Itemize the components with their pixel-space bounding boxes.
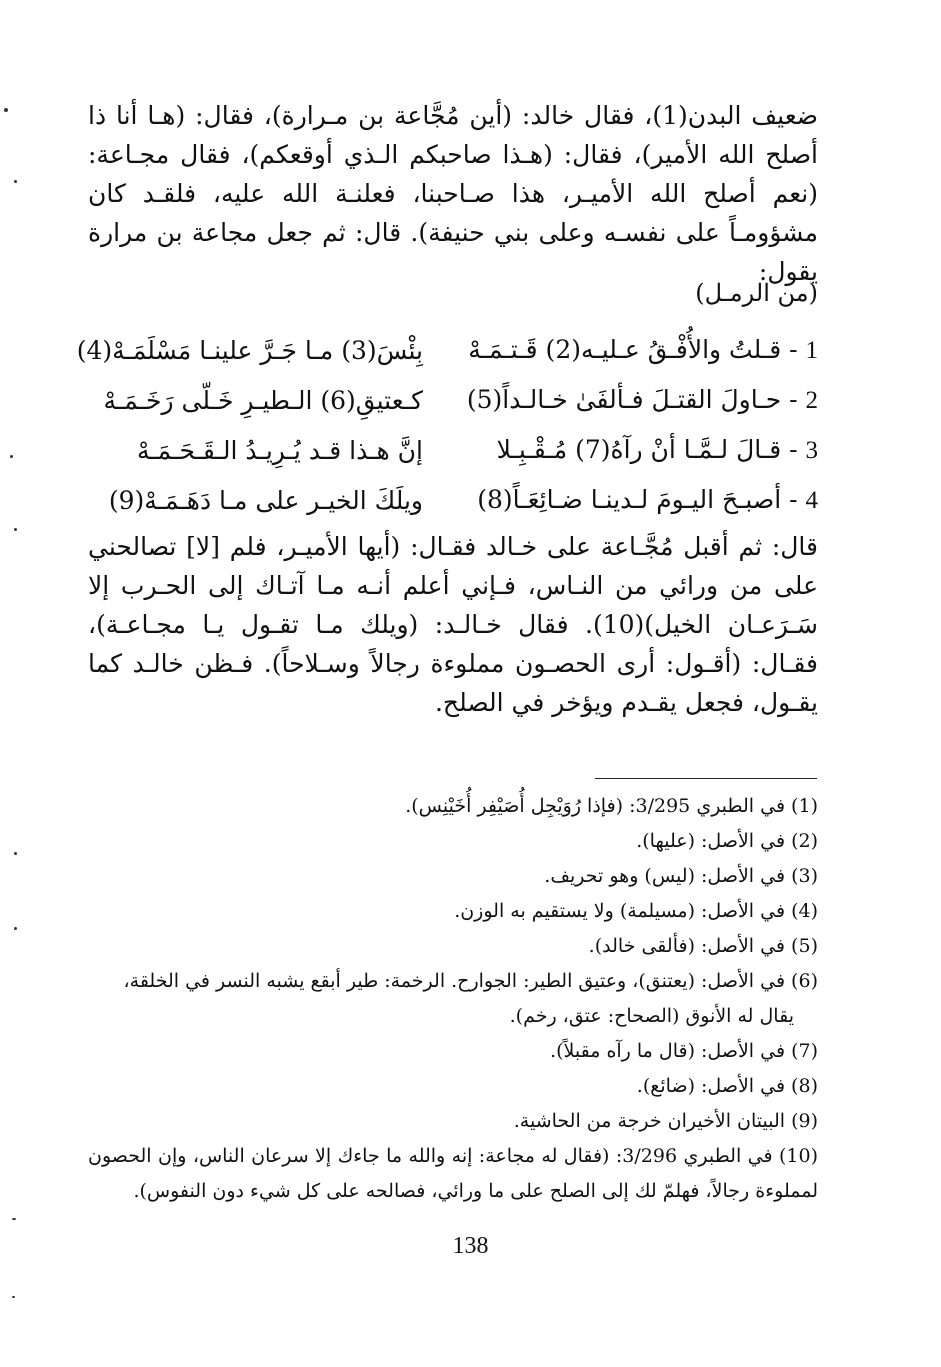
footnote-2: (2) في الأصل: (عليها). — [636, 830, 818, 852]
paragraph-2-text: قال: ثم أقبل مُجَّـاعة على خـالد فقـال: (أيها الأميـر، فلم [لا] تصالحني على من ورائي من النـاس، فـإني أعلم أنـه مـا آتـاك إلى الحـرب إلا سَـرَعـان الخيل)(10). فقال خـالـد: (ويلك مـا تقـول يـا مجـاعـة)، فقـال: (أقـول: أرى الحصـون مملوءة رجالاً وسـلاحاً). فـظن خالـد كما يقـول، فجعل يقـدم ويؤخر في الصلح. — [88, 532, 818, 717]
scan-speck — [14, 528, 17, 531]
verse-2: 2 - حـاولَ القتـلَ فـألفَىٰ خـالـداً(5) كـعتيقِ(6) الـطيـرِ خَـلّى رَخَـمَـهْ — [88, 375, 818, 425]
scan-speck — [14, 927, 17, 930]
scan-speck — [14, 852, 17, 855]
verse-first-hemistich: أصبـحَ اليـومَ لـدينـا ضـائِعَـاً(8) — [477, 485, 782, 514]
scan-speck — [14, 180, 17, 183]
footnote-1: (1) في الطبري 3/295: (فإذا رُوَيْجِل أُصَيْفِر أُخَيْنِس). — [405, 795, 818, 817]
footnotes — [88, 789, 818, 1209]
verse-3: 3 - قـالَ لـمَّـا أنْ رآهُ(7) مُـقْـبِـلا إنَّ هـذا قـد يُـرِيـدُ الـقَـحَـمَـهْ — [88, 425, 818, 475]
verse-number: 4 — [805, 487, 818, 514]
footnote-3: (3) في الأصل: (ليس) وهو تحريف. — [544, 865, 818, 887]
verse-first-hemistich: قـلتُ والأُفْـقُ عـليـه(2) قَـتـمَـهْ — [468, 335, 782, 364]
verse-second-hemistich: بِئْسَ(3) مـا جَـرَّ علينـا مَسْلَمَـهْ(4) — [76, 335, 423, 365]
footnote-4: (4) في الأصل: (مسيلمة) ولا يستقيم به الوزن. — [454, 900, 818, 922]
footnote-7: (7) في الأصل: (قال ما رآه مقبلاً). — [550, 1040, 818, 1062]
verse-number: 1 — [805, 337, 818, 364]
verse-number: 3 — [805, 437, 818, 464]
footnote-10: (10) في الطبري 3/296: (فقال له مجاعة: إنه والله ما جاءك إلا سرعان الناس، وإن الحصون لمملوءة رجالاً، فهلمّ لك إلى الصلح على ما ورائي، فصالحه على كل شيء دون النفوس). — [88, 1145, 818, 1202]
poem — [76, 325, 818, 525]
verse-second-hemistich: ويلَكَ الخيـر على مـا دَهَـمَـهْ(9) — [108, 485, 423, 515]
scan-speck — [12, 1296, 15, 1298]
page-number: 138 — [452, 1233, 489, 1259]
scan-speck — [10, 455, 13, 458]
verse-second-hemistich: إنَّ هـذا قـد يُـرِيـدُ الـقَـحَـمَـهْ — [136, 435, 423, 465]
footnote-8: (8) في الأصل: (ضائع). — [636, 1075, 818, 1097]
paragraph-2 — [88, 527, 818, 722]
footnote-6-continuation: يقال له الأنوق (الصحاح: عتق، رخم). — [509, 1005, 794, 1027]
paragraph-1 — [88, 96, 818, 291]
verse-first-hemistich: حـاولَ القتـلَ فـألفَىٰ خـالـداً(5) — [466, 385, 782, 414]
scan-speck — [12, 1218, 16, 1220]
footnote-9: (9) البيتان الأخيران خرجة من الحاشية. — [513, 1110, 818, 1132]
footnote-5: (5) في الأصل: (فألقى خالد). — [588, 935, 818, 957]
footnote-6: (6) في الأصل: (يعتنق)، وعتيق الطير: الجوارح. الرخمة: طير أبقع يشبه النسر في الخلقة، — [123, 970, 818, 992]
verse-second-hemistich: كـعتيقِ(6) الـطيـرِ خَـلّى رَخَـمَـهْ — [103, 385, 423, 415]
poem-meter-label: (من الرمـل) — [695, 279, 818, 307]
paragraph-1-text: ضعيف البدن(1)، فقال خالد: (أين مُجَّاعة بن مـرارة)، فقال: (هـا أنا ذا أصلح الله الأمير)، فقال: (هـذا صاحبكم الـذي أوقعكم)، فقال مجـاعة: (نعم أصلح الله الأميـر، هذا صـاحبنا، فعلنـة الله عليه، فلقـد كان مشؤومـاً على نفسـه وعلى بني حنيفة). قال: ثم جعل مجاعة بن مرارة يقول: — [88, 101, 818, 286]
verse-4: 4 - أصبـحَ اليـومَ لـدينـا ضـائِعَـاً(8) ويلَكَ الخيـر على مـا دَهَـمَـهْ(9) — [88, 475, 818, 525]
footnote-separator — [595, 778, 817, 779]
verse-1: 1 - قـلتُ والأُفْـقُ عـليـه(2) قَـتـمَـهْ بِئْسَ(3) مـا جَـرَّ علينـا مَسْلَمَـهْ(4) — [76, 335, 818, 365]
verse-number: 2 — [805, 387, 818, 414]
scan-speck — [4, 108, 8, 112]
verse-first-hemistich: قـالَ لـمَّـا أنْ رآهُ(7) مُـقْـبِـلا — [496, 435, 782, 464]
